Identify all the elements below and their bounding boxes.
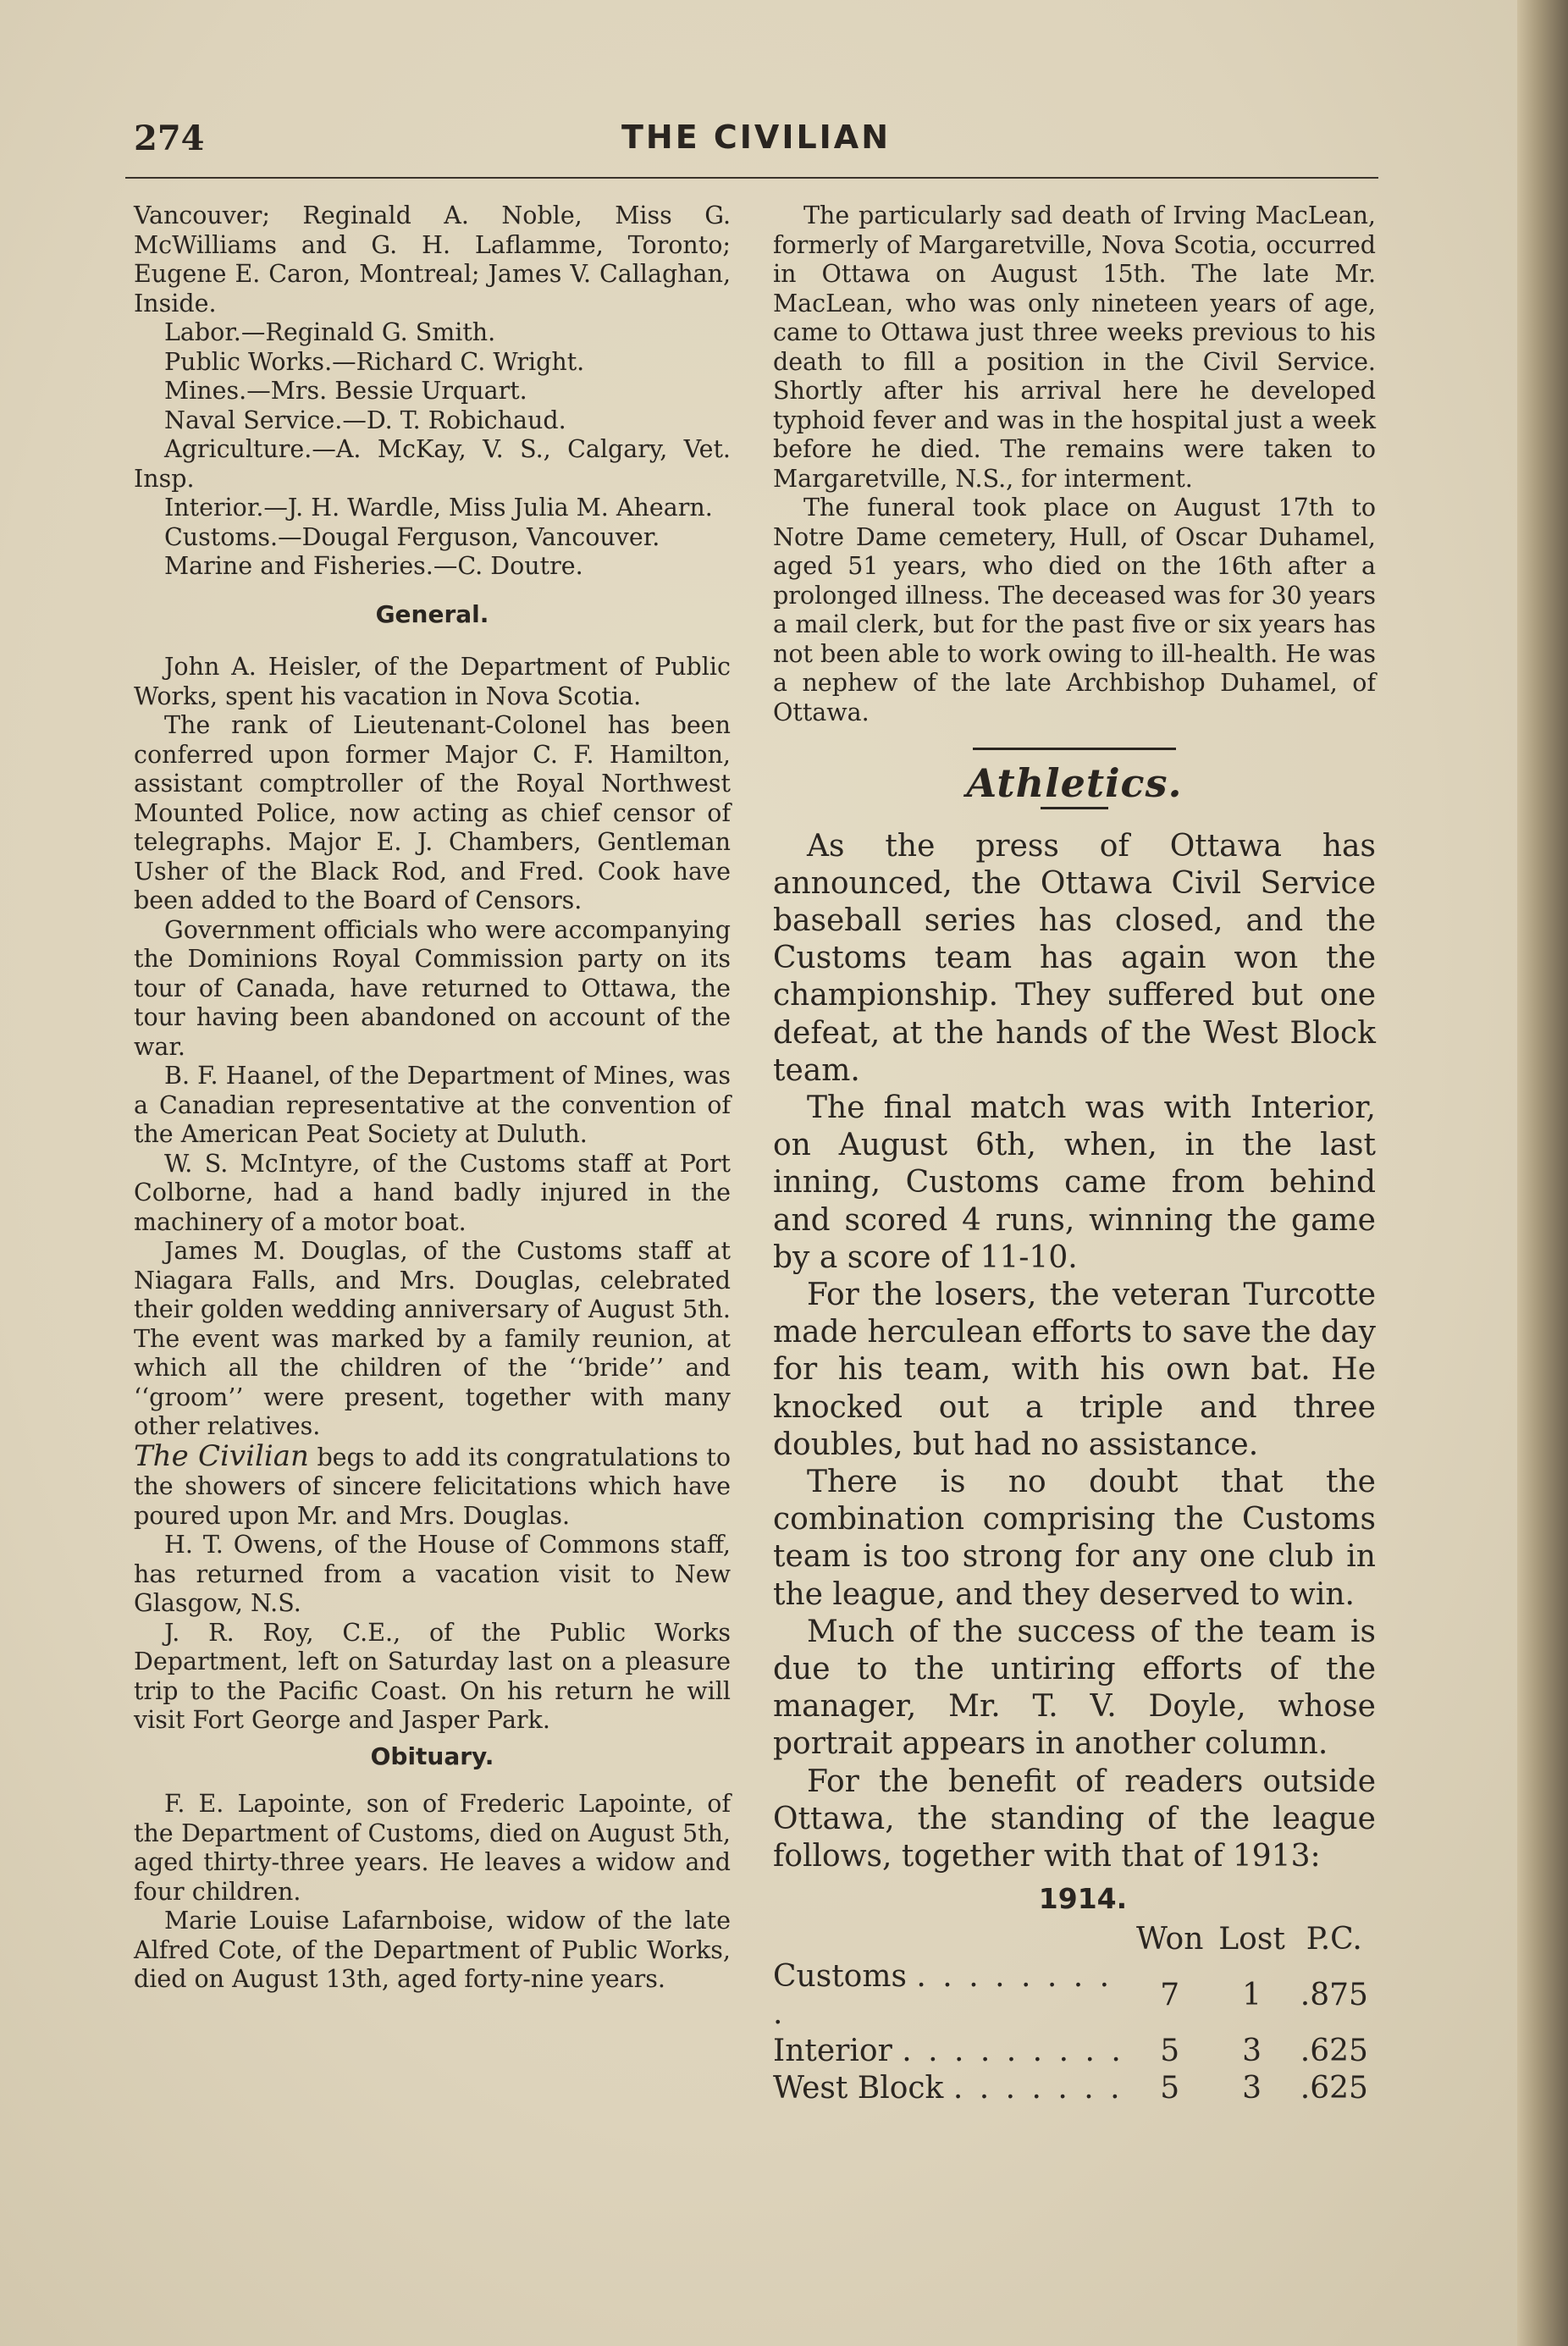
news-item: W. S. McIntyre, of the Customs staff at Port Colborne, had a hand badly injured in the machinery of a motor boat. (134, 1149, 731, 1236)
pc-cell: .625 (1300, 2071, 1368, 2106)
appointment-list-continued: Vancouver; Reginald A. Noble, Miss G. McWilliams and G. H. Laflamme, Toronto; Eugene E. Caron, Montreal; James V. Callaghan, Inside. (134, 201, 731, 317)
won-cell: 5 (1160, 2034, 1180, 2069)
standings-row (773, 2033, 1376, 2070)
standings-row (773, 2070, 1376, 2107)
leader-dots: . . . . . . . . . (902, 2034, 1124, 2069)
right-column (773, 201, 1376, 2107)
obituary-item: The funeral took place on August 17th to Notre Dame cemetery, Hull, of Oscar Duhamel, aged 51 years, who died on the 16th after a prolonged illness. The deceased was for 30 years a mail clerk, but for the past five or six years has not been able to work owing to ill-health. He was a nephew of the late Archbishop Duhamel, of Ottawa. (773, 494, 1377, 726)
congratulations-text: begs to add its congratulations to the showers of sincere felicitations which have poured upon Mr. and Mrs. Douglas. (134, 1443, 732, 1530)
department-entry: Customs.—Dougal Ferguson, Vancouver. (164, 522, 660, 551)
lost-cell: 3 (1242, 2071, 1262, 2106)
publication-name: The Civilian (134, 1438, 309, 1473)
athletics-paragraph: There is no doubt that the combination comprising the Customs team is too strong for any one club in the league, and they deserved to win. (773, 1464, 1376, 1612)
team-name: West Block (773, 2071, 944, 2106)
lost-cell: 3 (1242, 2034, 1262, 2069)
department-entry: Interior.—J. H. Wardle, Miss Julia M. Ahearn. (164, 494, 713, 522)
header-rule (125, 177, 1378, 179)
department-entry: Agriculture.—A. McKay, V. S., Calgary, Vet. Insp. (134, 435, 731, 493)
athletics-heading: Athletics. (966, 760, 1183, 806)
news-item: H. T. Owens, of the House of Commons staff, has returned from a vacation visit to New Glasgow, N.S. (134, 1531, 731, 1617)
department-entry: Labor.—Reginald G. Smith. (164, 318, 496, 346)
department-entry: Marine and Fisheries.—C. Doutre. (164, 552, 583, 580)
won-cell: 5 (1160, 2071, 1180, 2106)
obituary-item: Marie Louise Lafarnboise, widow of the late Alfred Cote, of the Department of Public Works, died on August 13th, aged forty-nine years. (134, 1907, 731, 1993)
leader-dots: . . . . . . . . . (773, 1959, 1113, 2032)
athletics-paragraph: The final match was with Interior, on August 6th, when, in the last inning, Customs came from behind and scored 4 runs, winning the game by a score of 11-10. (773, 1090, 1376, 1275)
obituary-heading: Obituary. (370, 1742, 494, 1770)
league-standings-table (773, 1921, 1376, 2107)
news-item: B. F. Haanel, of the Department of Mines, was a Canadian representative at the convention of the American Peat Society at Duluth. (134, 1062, 731, 1148)
department-entry: Mines.—Mrs. Bessie Urquart. (164, 377, 527, 405)
won-cell: 7 (1160, 1978, 1180, 2013)
news-item: The rank of Lieutenant-Colonel has been conferred upon former Major C. F. Hamilton, assistant comptroller of the Royal Northwest Mounted Police, now acting as chief censor of telegraphs. Major E. J. Chambers, Gentleman Usher of the Black Rod, and Fred. Cook have been added to the Board of Censors. (134, 711, 731, 914)
section-divider (973, 748, 1176, 750)
news-item: J. R. Roy, C.E., of the Public Works Department, left on Saturday last on a pleasure trip to the Pacific Coast. On his return he will visit Fort George and Jasper Park. (134, 1618, 731, 1734)
athletics-paragraph: For the losers, the veteran Turcotte made herculean efforts to save the day for his team, with his own bat. He knocked out a triple and three doubles, but had no assistance. (773, 1277, 1376, 1462)
athletics-paragraph: For the benefit of readers outside Ottawa, the standing of the league follows, together with that of 1913: (773, 1764, 1376, 1874)
news-item: Government officials who were accompanying the Dominions Royal Commission party on its tour of Canada, have returned to Ottawa, the tour having been abandoned on account of the war. (134, 915, 731, 1061)
standings-row (773, 1958, 1376, 2033)
running-title: THE CIVILIAN (621, 119, 892, 156)
news-item (134, 1438, 732, 1532)
page-header (134, 119, 1378, 166)
pc-cell: .625 (1300, 2034, 1368, 2069)
column-header-pc: P.C. (1306, 1922, 1362, 1957)
page-number: 274 (134, 119, 205, 158)
news-item: John A. Heisler, of the Department of Public Works, spent his vacation in Nova Scotia. (134, 653, 731, 710)
binding-edge (1517, 0, 1568, 2346)
left-column (134, 201, 731, 1995)
leader-dots: . . . . . . . (952, 2071, 1124, 2106)
team-name: Interior (773, 2034, 892, 2069)
department-entry: Naval Service.—D. T. Robichaud. (164, 406, 566, 434)
team-name: Customs (773, 1959, 907, 1995)
news-item: James M. Douglas, of the Customs staff at Niagara Falls, and Mrs. Douglas, celebrated their golden wedding anniversary of August 5th. The event was marked by a family reunion, at which all the children of the ‘‘bride’’ and ‘‘groom’’ were present, together with many other relatives. (134, 1237, 731, 1440)
obituary-item: F. E. Lapointe, son of Frederic Lapointe, of the Department of Customs, died on August 5th, aged thirty-three years. He leaves a widow and four children. (134, 1790, 731, 1906)
lost-cell: 1 (1242, 1978, 1262, 2013)
athletics-paragraph: Much of the success of the team is due to the untiring efforts of the manager, Mr. T. V. Doyle, whose portrait appears in another column. (773, 1614, 1376, 1762)
department-entry: Public Works.—Richard C. Wright. (164, 347, 585, 376)
obituary-item: The particularly sad death of Irving MacLean, formerly of Margaretville, Nova Scotia, occurred in Ottawa on August 15th. The late Mr. MacLean, who was only nineteen years of age, came to Ottawa just three weeks previous to his death to fill a position in the Civil Service. Shortly after his arrival here he developed typhoid fever and was in the hospital just a week before he died. The remains were taken to Margaretville, N.S., for interment. (773, 201, 1376, 493)
general-heading: General. (375, 599, 489, 628)
athletics-paragraph: As the press of Ottawa has announced, the Ottawa Civil Service baseball series has closed, and the Customs team has again won the championship. They suffered but one defeat, at the hands of the West Block team. (773, 828, 1376, 1088)
column-header-lost: Lost (1218, 1922, 1285, 1957)
heading-underline (1041, 807, 1108, 809)
column-header-won: Won (1135, 1922, 1204, 1957)
standings-header-row (773, 1921, 1376, 1958)
standings-year: 1914. (1038, 1882, 1128, 1916)
pc-cell: .875 (1300, 1978, 1368, 2013)
athletics-article (773, 828, 1376, 2108)
